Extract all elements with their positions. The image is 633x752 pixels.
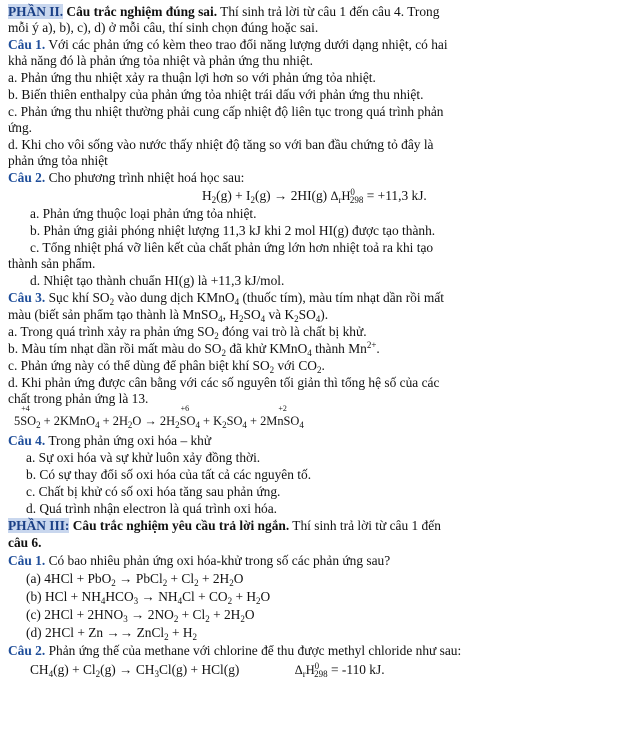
p2-q3-stem2: màu (biết sản phẩm tạo thành là MnSO$_4$, $H_2SO_4$ và $K_2SO_4$).	[8, 307, 329, 324]
p2-q1-option-c-cont: ứng.	[8, 120, 32, 135]
p2-q2-label: Câu 2.	[8, 170, 46, 185]
p2-q2-option-c-cont: thành sản phẩm.	[8, 256, 96, 271]
p2-q1-option-d: d. Khi cho vôi sống vào nước thấy nhiệt độ tăng so với ban đầu chứng tỏ đây là	[8, 137, 434, 152]
p3-q1-stem-text: Có bao nhiêu phản ứng oxi hóa-khử trong số các phản ứng sau?	[45, 553, 391, 568]
p2-q2-option-b: b. Phản ứng giải phóng nhiệt lượng 11,3 kJ khi 2 mol HI(g) được tạo thành.	[30, 223, 436, 238]
p2-q4-option-c: c. Chất bị khử có số oxi hóa tăng sau phản ứng.	[26, 484, 281, 499]
p2-q1-label: Câu 1.	[8, 37, 46, 52]
p3-q2-equation-value: = -110 kJ.	[331, 662, 385, 677]
p2-q1-option-a: a. Phản ứng thu nhiệt xảy ra thuận lợi hơn so với phản ứng tỏa nhiệt.	[8, 70, 376, 85]
p2-q1-stem2: khả năng đó là phản ứng tỏa nhiệt và phản ứng thu nhiệt.	[8, 53, 313, 68]
p2-q2-stem-text: Cho phương trình nhiệt hoá học sau:	[45, 170, 245, 185]
p3-q1-stem	[8, 553, 627, 569]
p2-q4-option-d: d. Quá trình nhận electron là quá trình oxi hóa.	[26, 501, 278, 516]
part2-title: Câu trắc nghiệm đúng sai.	[63, 4, 218, 19]
p2-q3-option-d: d. Khi phản ứng được cân bằng với các số nguyên tối giản thì tổng hệ số của các	[8, 375, 440, 390]
p2-q2-option-c: c. Tổng nhiệt phá vỡ liên kết của chất phản ứng lớn hơn nhiệt toả ra khi tạo	[30, 240, 434, 255]
p2-q1-option-c: c. Phản ứng thu nhiệt thường phải cung cấp nhiệt độ liên tục trong quá trình phản	[8, 104, 444, 119]
p2-q3-total: 13.	[131, 391, 149, 406]
part2-heading-line	[8, 4, 627, 20]
p3-q1-label: Câu 1.	[8, 553, 46, 568]
p2-q4-stem	[8, 433, 627, 449]
p3-q1-reaction-a: (a) 4HCl + PbO$_2$ → PbCl$_2$ + $Cl_2 + 2H_2O$	[26, 571, 244, 588]
p2-q3-option-a: a. Trong quá trình xảy ra phản ứng $SO_2$ đóng vai trò là chất bị khử.	[8, 324, 367, 341]
p2-q1-stem	[8, 37, 627, 53]
p3-q2-label: Câu 2.	[8, 643, 46, 658]
part3-heading: PHẦN III:	[8, 518, 70, 533]
p2-q4-stem-text: Trong phản ứng oxi hóa – khử	[45, 433, 212, 448]
part2-intro: Thí sinh trả lời từ câu 1 đến câu 4. Trong	[217, 4, 440, 19]
p2-q3-option-b: b. Màu tím nhạt dần rồi mất màu do $SO_2$ đã khử KMnO$_4$ thành $Mn^{2+}$.	[8, 340, 380, 358]
p2-q1-stem-text: Với các phản ứng có kèm theo trao đổi năng lượng dưới dạng nhiệt, có hai	[45, 37, 448, 52]
p2-q2-option-a: a. Phản ứng thuộc loại phản ứng tỏa nhiệt.	[30, 206, 257, 221]
p2-q2-equation-value: = +11,3 kJ.	[366, 188, 427, 203]
p3-q1-reaction-b: (b) HCl + $NH_4HCO_3 \to NH_4Cl + CO_2 + H_2O$	[26, 589, 271, 606]
part3-intro-line2: câu 6.	[8, 535, 42, 550]
p2-q2-equation: $H_2(g) + I_2(g) \to 2HI(g) \Delta_rH^0_{298} = +11,3$ kJ.	[202, 187, 427, 205]
p2-q3-label: Câu 3.	[8, 290, 46, 305]
p2-q2-option-d: d. Nhiệt tạo thành chuẩn HI(g) là +11,3 kJ/mol.	[30, 273, 285, 288]
part2-intro-line2: mỗi ý a), b), c), d) ở mỗi câu, thí sinh chọn đúng hoặc sai.	[8, 20, 319, 35]
part3-title: Câu trắc nghiệm yêu cầu trả lời ngắn.	[69, 518, 290, 533]
p3-q1-reaction-c: (c) $2HCl + 2HNO_3 \to 2NO_2 + Cl_2 + 2H_2O$	[26, 607, 255, 624]
part3-intro: Thí sinh trả lời từ câu 1 đến	[289, 518, 441, 533]
p3-q2-stem-text: Phản ứng thế của methane với chlorine để thu được methyl chloride như sau:	[45, 643, 462, 658]
part3-heading-line	[8, 518, 627, 534]
p2-q1-option-b: b. Biến thiên enthalpy của phản ứng tỏa nhiệt trái dấu với phản ứng thu nhiệt.	[8, 87, 424, 102]
p2-q2-stem	[8, 170, 627, 186]
p3-q2-equation: $CH_4(g) + Cl_2(g) \to CH_3Cl(g) + HCl(g) \Delta_rH^0_{298} = -110$ kJ.	[30, 661, 385, 679]
p2-q3-stem: Câu 3. Sục khí $SO_2$ vào dung dịch KMnO$_4$ (thuốc tím), màu tím nhạt dần rồi mất	[8, 290, 445, 307]
p3-q1-reaction-d: (d) 2HCl + Zn →→ ZnCl$_2$ + $H_2$	[26, 625, 198, 642]
p2-q3-option-c: c. Phản ứng này có thể dùng để phân biệt khí $SO_2$ với $CO_2$.	[8, 358, 325, 375]
p3-q2-stem	[8, 643, 627, 659]
part2-heading: PHẦN II.	[8, 4, 64, 19]
p2-q4-option-a: a. Sự oxi hóa và sự khử luôn xảy đồng thời.	[26, 450, 261, 465]
p2-q4-option-b: b. Có sự thay đổi số oxi hóa của tất cả các nguyên tố.	[26, 467, 312, 482]
p2-q1-option-d-cont: phản ứng tỏa nhiệt	[8, 153, 108, 168]
p2-q3-option-d-cont: chất trong phản ứng là 13.	[8, 391, 149, 406]
p2-q3-equation: 5 +4 $SO_2$ + 2KMnO$_4$ + $2H_2O \to 2H_2$ +6 $SO_4 + K_2SO_4 + 2M$ +2 nSO$_4$	[14, 404, 304, 430]
p2-q4-label: Câu 4.	[8, 433, 46, 448]
